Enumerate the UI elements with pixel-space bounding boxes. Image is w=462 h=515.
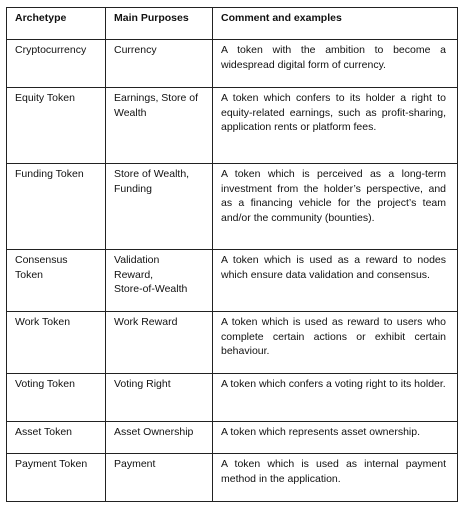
comment-cell: A token which represents asset ownership.	[213, 422, 458, 454]
header-main-purposes: Main Purposes	[106, 8, 213, 40]
purposes-cell	[106, 40, 213, 88]
table-row	[7, 250, 458, 312]
table-row	[7, 88, 458, 164]
archetype-cell	[7, 374, 106, 422]
table-row	[7, 312, 458, 374]
archetype-text: Funding Token	[15, 168, 84, 180]
archetype-cell	[7, 312, 106, 374]
purposes-text: Store of Wealth, Funding	[114, 168, 190, 195]
header-comment-examples: Comment and examples	[213, 8, 458, 40]
archetype-text: Voting Token	[15, 378, 75, 390]
archetype-cell	[7, 250, 106, 312]
archetype-text: Cryptocurrency	[15, 44, 87, 56]
comment-cell: A token which confers to its holder a right to equity-related earnings, such as profit-sharing, application rents or platform fees.	[213, 88, 458, 164]
archetype-text: Asset Token	[15, 426, 73, 438]
purposes-text: Reward,	[114, 268, 154, 281]
comment-cell: A token which is used as reward to users who complete certain actions or exhibit certain behaviour.	[213, 312, 458, 374]
purposes-text: Earnings, Store of Wealth	[114, 92, 199, 119]
purposes-cell	[106, 164, 213, 250]
archetype-cell	[7, 422, 106, 454]
archetype-cell	[7, 40, 106, 88]
comment-cell: A token which confers a voting right to its holder.	[213, 374, 458, 422]
comment-cell: A token which is perceived as a long-term investment from the holder’s perspective, and as a financing vehicle for the project’s team and/or the community (bounties).	[213, 164, 458, 250]
purposes-cell	[106, 312, 213, 374]
purposes-text: Validation	[114, 254, 160, 266]
table-row	[7, 40, 458, 88]
archetype-text: Consensus	[15, 254, 68, 266]
purposes-cell	[106, 250, 213, 312]
purposes-text: Asset Ownership	[114, 426, 194, 438]
comment-cell: A token with the ambition to become a widespread digital form of currency.	[213, 40, 458, 88]
archetype-text: Work Token	[15, 316, 71, 328]
purposes-text: Work Reward	[114, 316, 178, 328]
table-row	[7, 422, 458, 454]
archetype-cell	[7, 454, 106, 502]
purposes-cell	[106, 422, 213, 454]
purposes-cell	[106, 454, 213, 502]
purposes-cell	[106, 88, 213, 164]
purposes-cell	[106, 374, 213, 422]
table-row	[7, 454, 458, 502]
archetype-text: Token	[15, 268, 44, 281]
purposes-text: Voting Right	[114, 378, 171, 390]
archetype-text: Payment Token	[15, 458, 88, 470]
table-header-row	[7, 8, 458, 40]
header-archetype: Archetype	[7, 8, 106, 40]
table-row	[7, 374, 458, 422]
comment-cell: A token which is used as internal payment method in the application.	[213, 454, 458, 502]
table-row	[7, 164, 458, 250]
purposes-text: Store-of-Wealth	[114, 283, 188, 295]
document-body	[6, 7, 457, 502]
archetype-cell	[7, 164, 106, 250]
purposes-text: Payment	[114, 458, 156, 470]
comment-cell: A token which is used as a reward to nodes which ensure data validation and consensus.	[213, 250, 458, 312]
token-archetypes-table	[6, 7, 458, 502]
purposes-text: Currency	[114, 44, 157, 56]
archetype-cell	[7, 88, 106, 164]
archetype-text: Equity Token	[15, 92, 75, 104]
